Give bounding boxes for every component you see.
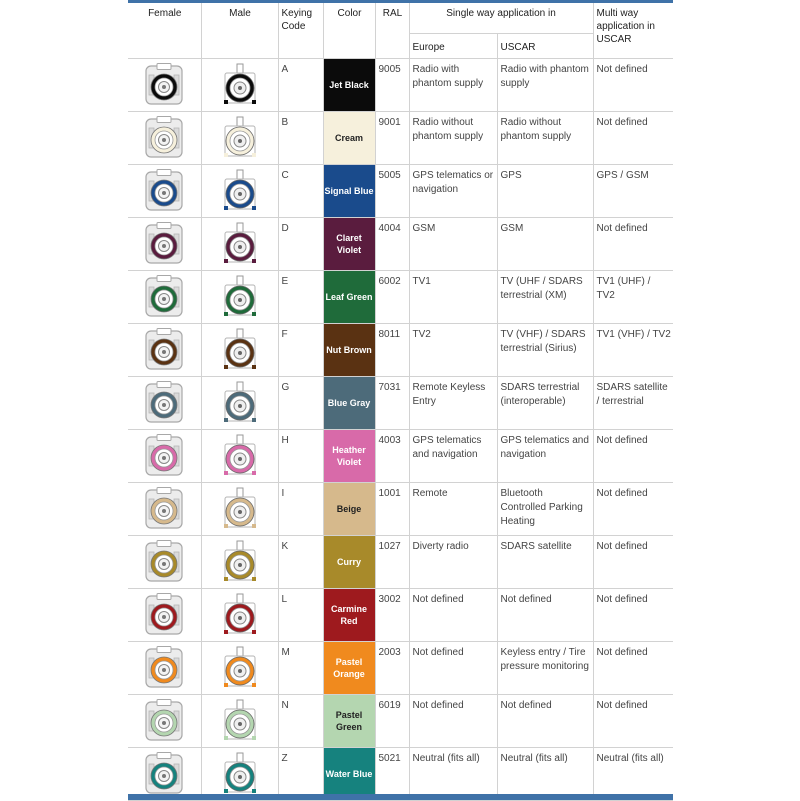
europe-cell	[409, 324, 497, 377]
color-name: Carmine Red	[330, 604, 367, 626]
male-connector-icon	[201, 748, 278, 801]
header-keying-code: Keying Code	[278, 3, 323, 59]
europe-application: Radio with phantom supply	[412, 64, 484, 89]
ral-cell	[375, 483, 409, 536]
female-connector-icon	[128, 218, 201, 271]
europe-cell	[409, 271, 497, 324]
ral-cell	[375, 536, 409, 589]
header-ral: RAL	[375, 3, 409, 59]
multi-way-cell	[593, 324, 673, 377]
multi-way-cell	[593, 589, 673, 642]
europe-application: Not defined	[412, 594, 464, 605]
europe-cell	[409, 748, 497, 801]
table-row	[128, 483, 673, 536]
multi-way-cell	[593, 430, 673, 483]
europe-cell	[409, 165, 497, 218]
ral-number: 1027	[378, 541, 401, 552]
color-swatch	[324, 271, 375, 323]
keying-code: Z	[281, 753, 288, 764]
table-row	[128, 59, 673, 112]
ral-number: 7031	[378, 382, 401, 393]
color-swatch	[324, 483, 375, 535]
female-connector-icon	[128, 695, 201, 748]
europe-application: GPS telematics or navigation	[412, 170, 494, 195]
multi-way-application: GPS / GSM	[596, 170, 649, 181]
color-name: Beige	[336, 504, 362, 514]
female-connector-icon	[128, 59, 201, 112]
uscar-application: GPS	[500, 170, 522, 181]
color-swatch	[324, 59, 375, 111]
ral-cell	[375, 589, 409, 642]
europe-cell	[409, 430, 497, 483]
keying-code: L	[281, 594, 288, 605]
color-cell	[323, 324, 375, 377]
color-name: Blue Gray	[327, 398, 371, 408]
ral-number: 6002	[378, 276, 401, 287]
table-row	[128, 218, 673, 271]
table-row	[128, 377, 673, 430]
multi-way-application: Not defined	[596, 700, 648, 711]
uscar-cell	[497, 483, 593, 536]
ral-cell	[375, 271, 409, 324]
uscar-application: Neutral (fits all)	[500, 753, 568, 764]
keying-code-cell	[278, 642, 323, 695]
keying-code: G	[281, 382, 290, 393]
color-swatch	[324, 112, 375, 164]
uscar-cell	[497, 589, 593, 642]
color-cell	[323, 642, 375, 695]
male-connector-icon	[201, 483, 278, 536]
table-row	[128, 536, 673, 589]
uscar-application: GPS telematics and navigation	[500, 435, 589, 460]
multi-way-application: SDARS satellite / terrestrial	[596, 382, 668, 407]
keying-code-cell	[278, 695, 323, 748]
header-color: Color	[323, 3, 375, 59]
color-cell	[323, 589, 375, 642]
table-row	[128, 271, 673, 324]
multi-way-cell	[593, 165, 673, 218]
color-cell	[323, 165, 375, 218]
color-name: Jet Black	[329, 80, 369, 90]
keying-code: E	[281, 276, 289, 287]
multi-way-application: Not defined	[596, 647, 648, 658]
multi-way-application: Neutral (fits all)	[596, 753, 664, 764]
uscar-application: TV (VHF) / SDARS terrestrial (Sirius)	[500, 329, 586, 354]
color-cell	[323, 377, 375, 430]
europe-application: Not defined	[412, 647, 464, 658]
uscar-application: Bluetooth Controlled Parking Heating	[500, 488, 583, 527]
ral-cell	[375, 324, 409, 377]
keying-code-cell	[278, 748, 323, 801]
male-connector-icon	[201, 536, 278, 589]
keying-code: A	[281, 64, 289, 75]
male-connector-icon	[201, 324, 278, 377]
uscar-cell	[497, 377, 593, 430]
uscar-cell	[497, 695, 593, 748]
ral-number: 9001	[378, 117, 401, 128]
uscar-cell	[497, 59, 593, 112]
uscar-application: Not defined	[500, 700, 552, 711]
male-connector-icon	[201, 112, 278, 165]
keying-code-cell	[278, 483, 323, 536]
male-connector-icon	[201, 218, 278, 271]
keying-code-cell	[278, 59, 323, 112]
male-connector-icon	[201, 59, 278, 112]
color-cell	[323, 748, 375, 801]
uscar-cell	[497, 748, 593, 801]
color-name: Claret Violet	[336, 233, 362, 255]
color-cell	[323, 112, 375, 165]
uscar-cell	[497, 112, 593, 165]
multi-way-cell	[593, 536, 673, 589]
header-single-way: Single way application in	[409, 3, 593, 34]
multi-way-application: Not defined	[596, 541, 648, 552]
keying-code-cell	[278, 377, 323, 430]
header-europe: Europe	[409, 34, 497, 59]
male-connector-icon	[201, 589, 278, 642]
multi-way-cell	[593, 748, 673, 801]
female-connector-icon	[128, 165, 201, 218]
color-name: Pastel Orange	[333, 657, 365, 679]
ral-cell	[375, 430, 409, 483]
ral-number: 4004	[378, 223, 401, 234]
color-swatch	[324, 695, 375, 747]
color-cell	[323, 483, 375, 536]
multi-way-cell	[593, 218, 673, 271]
uscar-application: Keyless entry / Tire pressure monitoring	[500, 647, 589, 672]
ral-cell	[375, 748, 409, 801]
uscar-application: Radio with phantom supply	[500, 64, 589, 89]
uscar-application: TV (UHF / SDARS terrestrial (XM)	[500, 276, 583, 301]
ral-cell	[375, 112, 409, 165]
keying-code-cell	[278, 536, 323, 589]
male-connector-icon	[201, 430, 278, 483]
uscar-application: SDARS satellite	[500, 541, 572, 552]
europe-cell	[409, 377, 497, 430]
ral-number: 1001	[378, 488, 401, 499]
keying-code-cell	[278, 271, 323, 324]
female-connector-icon	[128, 430, 201, 483]
europe-application: TV1	[412, 276, 431, 287]
keying-code-cell	[278, 589, 323, 642]
male-connector-icon	[201, 377, 278, 430]
multi-way-application: Not defined	[596, 594, 648, 605]
keying-code-cell	[278, 324, 323, 377]
bottom-accent-bar	[128, 794, 673, 800]
ral-number: 5021	[378, 753, 401, 764]
color-swatch	[324, 589, 375, 641]
multi-way-application: Not defined	[596, 64, 648, 75]
keying-code: F	[281, 329, 288, 340]
uscar-application: SDARS terrestrial (interoperable)	[500, 382, 580, 407]
ral-cell	[375, 218, 409, 271]
europe-application: GSM	[412, 223, 436, 234]
uscar-cell	[497, 430, 593, 483]
color-swatch	[324, 165, 375, 217]
color-cell	[323, 271, 375, 324]
color-name: Nut Brown	[326, 345, 372, 355]
female-connector-icon	[128, 271, 201, 324]
europe-application: Diverty radio	[412, 541, 469, 552]
connector-table	[128, 3, 673, 801]
female-connector-icon	[128, 324, 201, 377]
europe-cell	[409, 589, 497, 642]
color-name: Pastel Green	[335, 710, 363, 732]
color-name: Heather Violet	[332, 445, 366, 467]
keying-code-cell	[278, 112, 323, 165]
female-connector-icon	[128, 748, 201, 801]
multi-way-cell	[593, 695, 673, 748]
color-swatch	[324, 324, 375, 376]
header-female: Female	[128, 3, 201, 59]
uscar-application: Radio without phantom supply	[500, 117, 572, 142]
male-connector-icon	[201, 642, 278, 695]
multi-way-cell	[593, 112, 673, 165]
table-row	[128, 324, 673, 377]
multi-way-application: Not defined	[596, 435, 648, 446]
color-swatch	[324, 430, 375, 482]
europe-application: Remote Keyless Entry	[412, 382, 486, 407]
color-swatch	[324, 748, 375, 800]
ral-number: 5005	[378, 170, 401, 181]
ral-number: 6019	[378, 700, 401, 711]
ral-cell	[375, 377, 409, 430]
keying-code-cell	[278, 165, 323, 218]
uscar-cell	[497, 536, 593, 589]
color-swatch	[324, 377, 375, 429]
ral-cell	[375, 59, 409, 112]
multi-way-application: Not defined	[596, 488, 648, 499]
color-name: Water Blue	[325, 769, 373, 779]
male-connector-icon	[201, 271, 278, 324]
keying-code-cell	[278, 218, 323, 271]
keying-code: D	[281, 223, 289, 234]
fakra-color-coding-chart	[128, 0, 673, 800]
uscar-cell	[497, 165, 593, 218]
table-row	[128, 642, 673, 695]
table-row	[128, 430, 673, 483]
header-multi-way: Multi way application in USCAR	[593, 3, 673, 59]
color-name: Cream	[334, 133, 363, 143]
ral-number: 2003	[378, 647, 401, 658]
keying-code: H	[281, 435, 289, 446]
header-male: Male	[201, 3, 278, 59]
uscar-cell	[497, 271, 593, 324]
color-name: Curry	[336, 557, 361, 567]
multi-way-application: TV1 (VHF) / TV2	[596, 329, 671, 340]
female-connector-icon	[128, 112, 201, 165]
table-row	[128, 589, 673, 642]
table-row	[128, 165, 673, 218]
color-swatch	[324, 536, 375, 588]
keying-code: I	[281, 488, 285, 499]
uscar-application: GSM	[500, 223, 524, 234]
europe-application: Radio without phantom supply	[412, 117, 484, 142]
color-cell	[323, 695, 375, 748]
header-uscar: USCAR	[497, 34, 593, 59]
ral-number: 4003	[378, 435, 401, 446]
europe-application: Not defined	[412, 700, 464, 711]
color-cell	[323, 218, 375, 271]
female-connector-icon	[128, 589, 201, 642]
ral-cell	[375, 642, 409, 695]
ral-number: 9005	[378, 64, 401, 75]
multi-way-cell	[593, 59, 673, 112]
europe-application: Remote	[412, 488, 448, 499]
color-cell	[323, 59, 375, 112]
ral-number: 8011	[378, 329, 401, 340]
europe-cell	[409, 642, 497, 695]
europe-cell	[409, 483, 497, 536]
multi-way-application: Not defined	[596, 117, 648, 128]
europe-cell	[409, 536, 497, 589]
uscar-cell	[497, 642, 593, 695]
keying-code-cell	[278, 430, 323, 483]
uscar-cell	[497, 324, 593, 377]
color-name: Signal Blue	[324, 186, 374, 196]
europe-cell	[409, 59, 497, 112]
color-name: Leaf Green	[325, 292, 373, 302]
multi-way-application: TV1 (UHF) / TV2	[596, 276, 651, 301]
color-swatch	[324, 218, 375, 270]
ral-number: 3002	[378, 594, 401, 605]
color-swatch	[324, 642, 375, 694]
keying-code: B	[281, 117, 289, 128]
europe-cell	[409, 695, 497, 748]
multi-way-cell	[593, 377, 673, 430]
table-row	[128, 695, 673, 748]
europe-cell	[409, 218, 497, 271]
female-connector-icon	[128, 483, 201, 536]
europe-application: GPS telematics and navigation	[412, 435, 482, 460]
male-connector-icon	[201, 165, 278, 218]
female-connector-icon	[128, 536, 201, 589]
multi-way-cell	[593, 483, 673, 536]
uscar-application: Not defined	[500, 594, 552, 605]
uscar-cell	[497, 218, 593, 271]
multi-way-application: Not defined	[596, 223, 648, 234]
ral-cell	[375, 165, 409, 218]
keying-code: N	[281, 700, 289, 711]
table-row	[128, 748, 673, 801]
europe-cell	[409, 112, 497, 165]
keying-code: C	[281, 170, 289, 181]
multi-way-cell	[593, 271, 673, 324]
multi-way-cell	[593, 642, 673, 695]
ral-cell	[375, 695, 409, 748]
male-connector-icon	[201, 695, 278, 748]
keying-code: K	[281, 541, 289, 552]
table-row	[128, 112, 673, 165]
female-connector-icon	[128, 377, 201, 430]
europe-application: TV2	[412, 329, 431, 340]
keying-code: M	[281, 647, 290, 658]
europe-application: Neutral (fits all)	[412, 753, 480, 764]
color-cell	[323, 430, 375, 483]
female-connector-icon	[128, 642, 201, 695]
color-cell	[323, 536, 375, 589]
